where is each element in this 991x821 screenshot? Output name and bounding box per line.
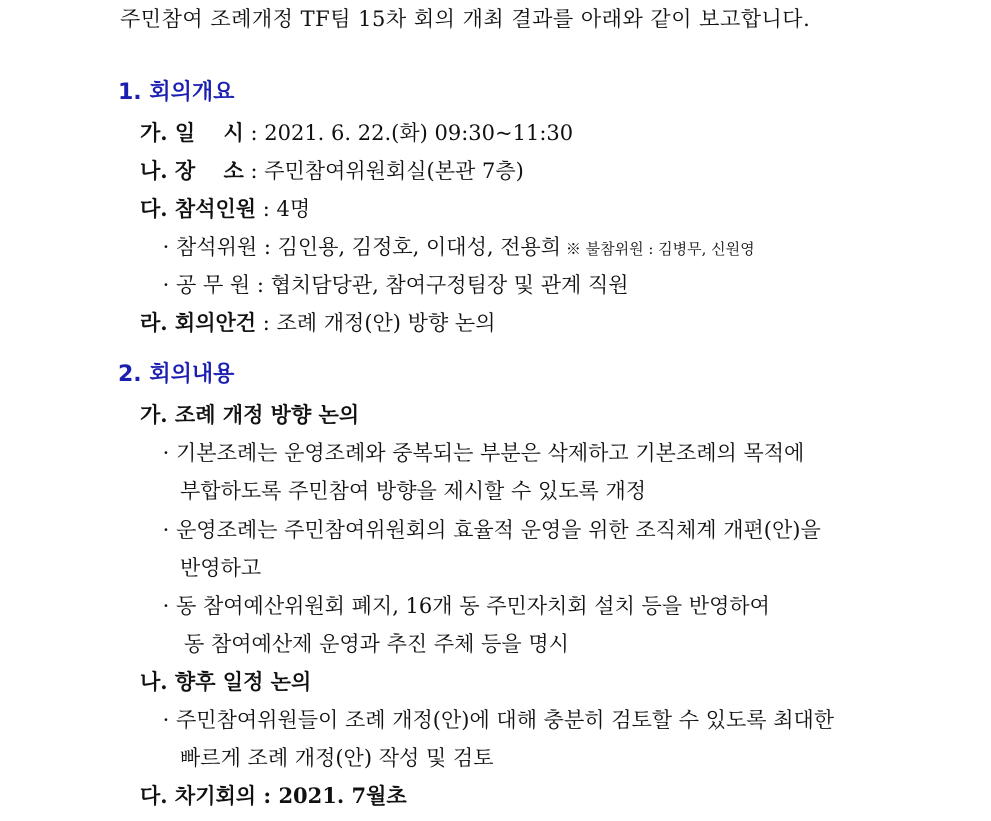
officials-row <box>156 272 629 298</box>
bullet-continuation: 동 참여예산제 운영과 추진 주체 등을 명시 <box>184 632 569 656</box>
members-label: 참석위원 : <box>176 235 278 259</box>
bullet-continuation: 부합하도록 주민참여 방향을 제시할 수 있도록 개정 <box>180 479 647 503</box>
meeting-date-value: 2021. 6. 22.(화) 09:30~11:30 <box>264 121 574 145</box>
bullet-item <box>156 440 804 466</box>
bullet-text: 기본조례는 운영조례와 중복되는 부분은 삭제하고 기본조례의 목적에 <box>176 441 805 465</box>
separator: : <box>243 159 265 183</box>
meeting-place-label: 나. 장 소 <box>140 158 244 183</box>
subsection-a-title: 가. 조례 개정 방향 논의 <box>140 402 360 427</box>
separator: : <box>256 311 277 335</box>
bullet-item <box>156 707 834 733</box>
bullet-text: 동 참여예산위원회 폐지, 16개 동 주민자치회 설치 등을 반영하여 <box>176 594 770 618</box>
bullet-icon: · <box>162 441 170 465</box>
meeting-date-row <box>140 120 573 146</box>
bullet-icon: · <box>162 518 170 542</box>
bullet-item <box>156 593 770 619</box>
officials-label: 공 무 원 : <box>176 273 271 297</box>
agenda-row <box>140 310 496 336</box>
meeting-date-label: 가. 일 시 <box>140 120 244 145</box>
attendee-count-value: 4명 <box>276 197 311 221</box>
bullet-text: 주민참여위원들이 조례 개정(안)에 대해 충분히 검토할 수 있도록 최대한 <box>176 708 835 732</box>
intro-text: 주민참여 조례개정 TF팀 15차 회의 개최 결과를 아래와 같이 보고합니다. <box>120 7 811 31</box>
separator: : <box>243 121 265 145</box>
absent-note: ※ 불참위원 : 김병무, 신원영 <box>561 240 755 258</box>
subsection-b-title: 나. 향후 일정 논의 <box>140 669 312 694</box>
bullet-continuation: 반영하고 <box>180 556 262 580</box>
attendee-count-label: 다. 참석인원 <box>140 196 257 221</box>
agenda-value: 조례 개정(안) 방향 논의 <box>276 311 496 335</box>
section-1-heading: 1. 회의개요 <box>118 80 235 105</box>
next-meeting-value: 2021. 7월초 <box>278 783 407 808</box>
next-meeting-row <box>140 783 407 809</box>
bullet-item <box>156 517 821 543</box>
members-list: 김인용, 김정호, 이대성, 전용희 <box>277 235 562 259</box>
bullet-icon: · <box>162 708 170 732</box>
attending-members-row <box>156 234 755 262</box>
separator: : <box>256 783 279 808</box>
bullet-text: 운영조례는 주민참여위원회의 효율적 운영을 위한 조직체계 개편(안)을 <box>176 518 821 542</box>
separator: : <box>256 197 277 221</box>
attendee-count-row <box>140 196 310 222</box>
bullet-icon: · <box>162 273 170 297</box>
officials-list: 협치담당관, 참여구정팀장 및 관계 직원 <box>270 273 629 297</box>
bullet-icon: · <box>162 235 170 259</box>
agenda-label: 라. 회의안건 <box>140 310 257 335</box>
bullet-icon: · <box>162 594 170 618</box>
meeting-place-value: 주민참여위원회실(본관 7층) <box>264 159 524 183</box>
section-2-heading: 2. 회의내용 <box>118 362 235 387</box>
meeting-place-row <box>140 158 524 184</box>
bullet-continuation: 빠르게 조례 개정(안) 작성 및 검토 <box>180 746 494 770</box>
next-meeting-label: 다. 차기회의 <box>140 783 257 808</box>
